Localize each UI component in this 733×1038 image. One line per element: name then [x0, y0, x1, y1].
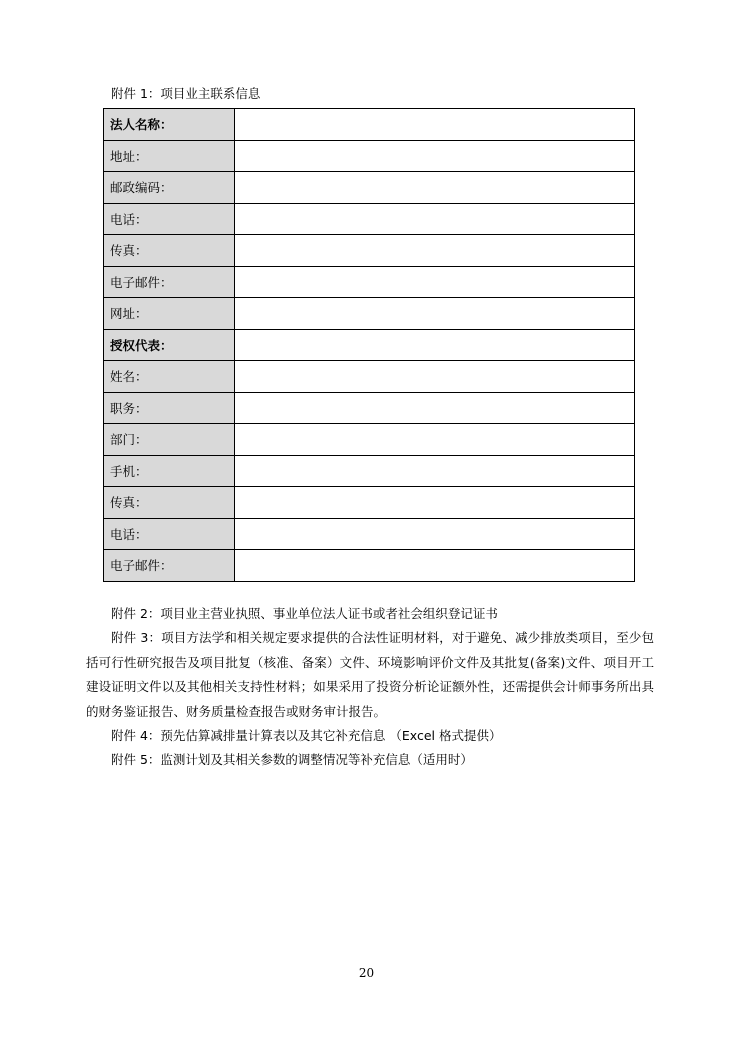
rep-email-label: 电子邮件： [104, 550, 235, 582]
attachment1-title: 附件 1：项目业主联系信息 [111, 86, 261, 101]
rep-fax-label: 传真： [104, 487, 235, 519]
attachment5-note: 附件 5：监测计划及其相关参数的调整情况等补充信息（适用时） [111, 752, 473, 768]
table-row [104, 172, 635, 204]
table-row [104, 109, 635, 141]
rep-mobile-label: 手机： [104, 455, 235, 487]
authorized-rep-field[interactable] [235, 329, 635, 361]
rep-department-field[interactable] [235, 424, 635, 456]
phone-label: 电话： [104, 203, 235, 235]
attachment-notes [86, 602, 654, 773]
table-row [104, 298, 635, 330]
fax-field[interactable] [235, 235, 635, 267]
email-label: 电子邮件： [104, 266, 235, 298]
table-row [104, 235, 635, 267]
table-row [104, 518, 635, 550]
legal-name-label: 法人名称： [104, 109, 235, 141]
rep-title-label: 职务： [104, 392, 235, 424]
rep-name-field[interactable] [235, 361, 635, 393]
rep-fax-field[interactable] [235, 487, 635, 519]
table-row [104, 266, 635, 298]
rep-name-label: 姓名： [104, 361, 235, 393]
website-field[interactable] [235, 298, 635, 330]
postal-code-field[interactable] [235, 172, 635, 204]
table-row [104, 203, 635, 235]
rep-department-label: 部门： [104, 424, 235, 456]
table-row [104, 361, 635, 393]
page-number: 20 [358, 966, 375, 980]
website-label: 网址： [104, 298, 235, 330]
phone-field[interactable] [235, 203, 635, 235]
attachment3-note: 附件 3：项目方法学和相关规定要求提供的合法性证明材料，对于避免、减少排放类项目，至少包括可行性研究报告及项目批复（核准、备案）文件、环境影响评价文件及其批复(备案)文件、项目开工建设证明文件以及其他相关支持性材料；如果采用了投资分析论证额外性，还需提供会计师事务所出具的财务鉴证报告、财务质量检查报告或财务审计报告。 [86, 630, 654, 719]
table-row [104, 424, 635, 456]
table-row [104, 392, 635, 424]
postal-code-label: 邮政编码： [104, 172, 235, 204]
fax-label: 传真： [104, 235, 235, 267]
attachment4-note: 附件 4：预先估算减排量计算表以及其它补充信息 （Excel 格式提供） [111, 728, 502, 744]
table-row [104, 550, 635, 582]
rep-mobile-field[interactable] [235, 455, 635, 487]
email-field[interactable] [235, 266, 635, 298]
rep-phone-label: 电话： [104, 518, 235, 550]
authorized-rep-label: 授权代表： [104, 329, 235, 361]
address-label: 地址： [104, 140, 235, 172]
rep-phone-field[interactable] [235, 518, 635, 550]
rep-email-field[interactable] [235, 550, 635, 582]
table-row [104, 487, 635, 519]
contact-info-table [103, 108, 635, 582]
table-row [104, 140, 635, 172]
table-row [104, 455, 635, 487]
table-row [104, 329, 635, 361]
attachment2-note: 附件 2：项目业主营业执照、事业单位法人证书或者社会组织登记证书 [111, 606, 498, 621]
address-field[interactable] [235, 140, 635, 172]
legal-name-field[interactable] [235, 109, 635, 141]
rep-title-field[interactable] [235, 392, 635, 424]
